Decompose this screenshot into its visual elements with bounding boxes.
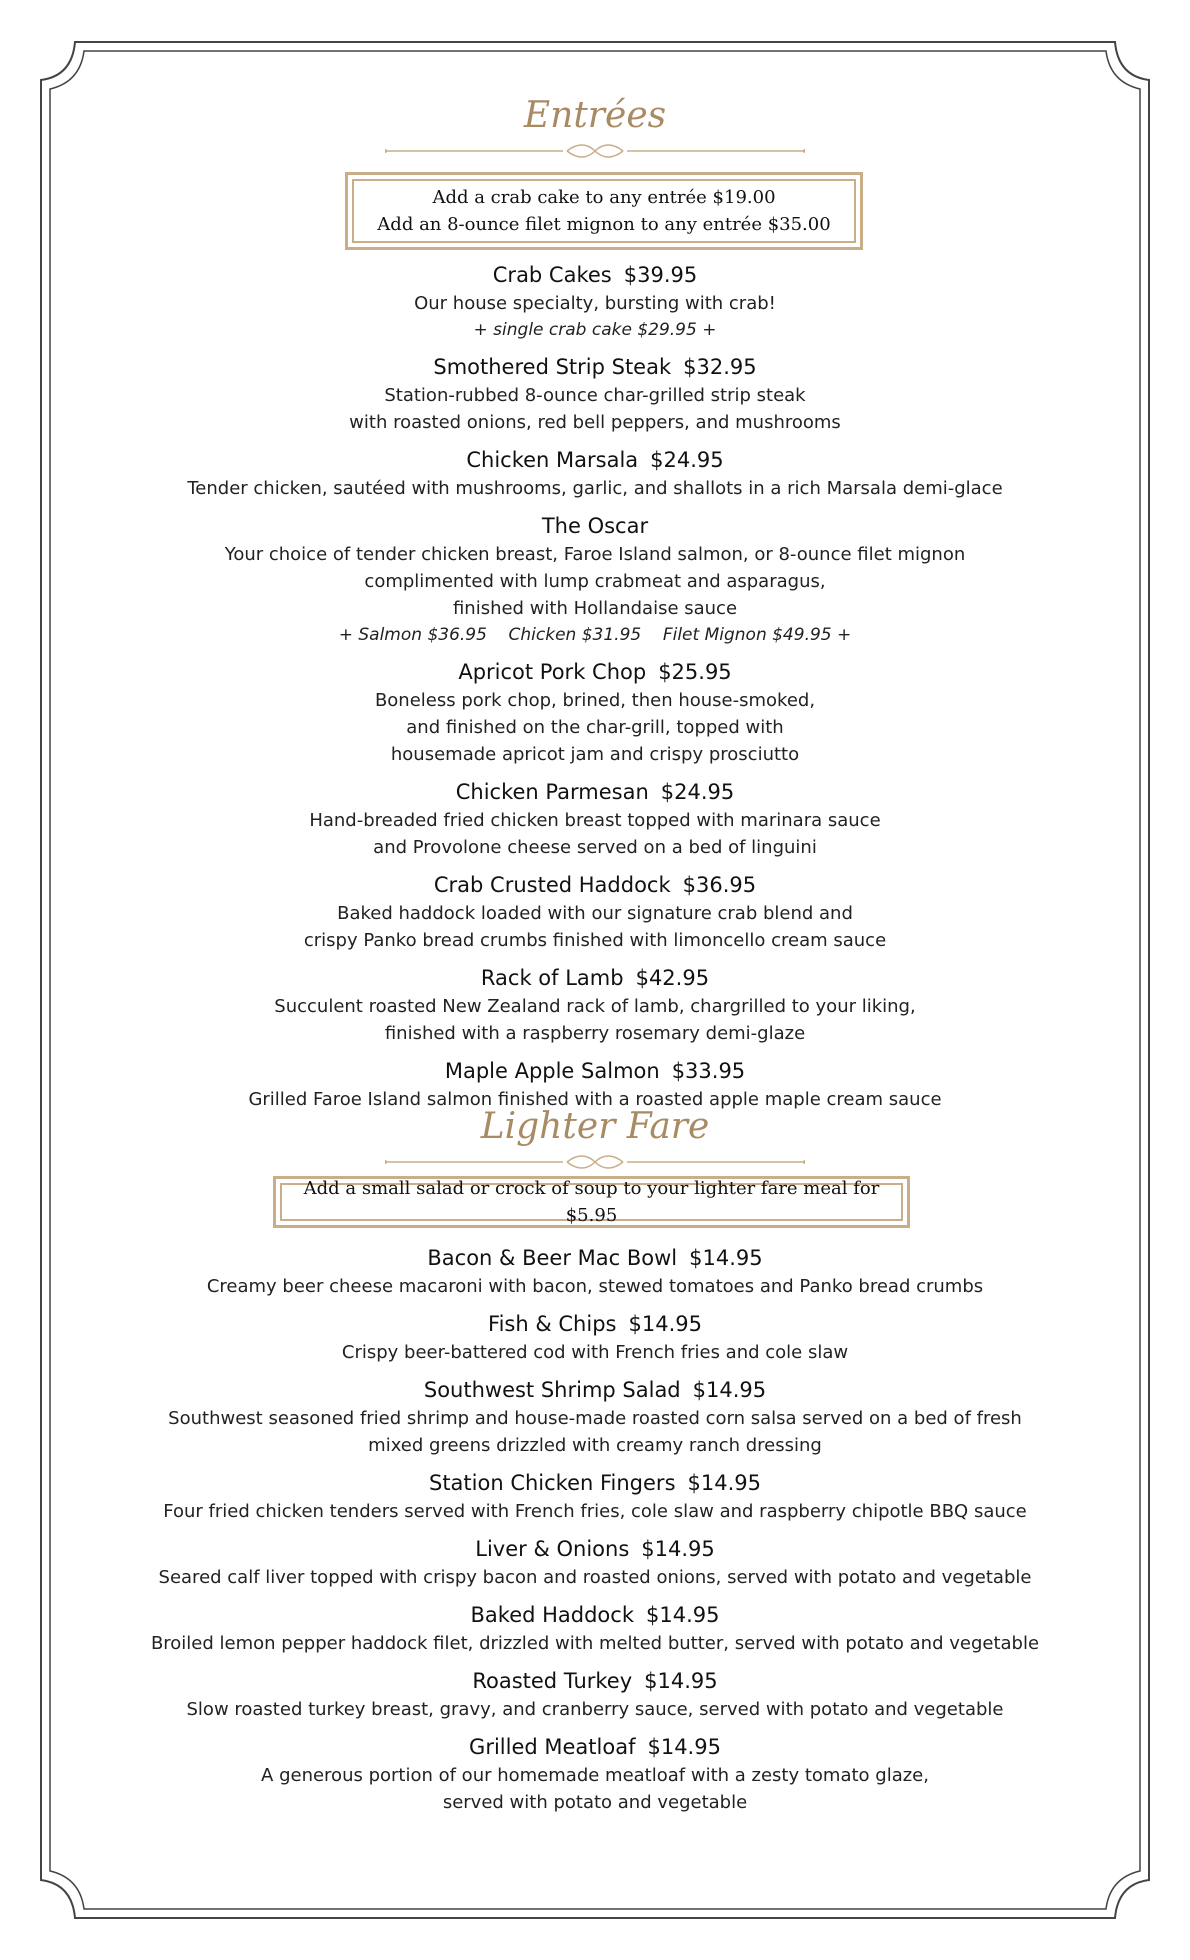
item-name: Rack of Lamb	[480, 966, 624, 990]
item-price: $14.95	[692, 1378, 767, 1402]
item-description: Grilled Faroe Island salmon finished with a roasted apple maple cream sauce	[248, 1089, 942, 1110]
lighter-fare-title: Lighter Fare	[480, 1106, 710, 1147]
item-price: $14.95	[628, 1312, 702, 1336]
menu-item	[0, 1534, 1190, 1591]
menu-item	[0, 963, 1190, 1047]
item-description: Crispy beer-battered cod with French fries and cole slaw	[341, 1342, 849, 1363]
item-price: $42.95	[635, 966, 710, 990]
item-name: The Oscar	[541, 514, 649, 538]
entrees-addon-line-1: Add a crab cake to any entrée $19.00	[432, 187, 776, 208]
item-price: $24.95	[660, 780, 735, 804]
menu-item	[0, 1666, 1190, 1723]
item-description: Our house specialty, bursting with crab!	[414, 293, 776, 314]
item-name: Southwest Shrimp Salad	[423, 1378, 681, 1402]
item-name: Liver & Onions	[475, 1537, 630, 1561]
menu-item	[0, 1468, 1190, 1525]
item-description: Slow roasted turkey breast, gravy, and cranberry sauce, served with potato and vegetable	[186, 1699, 1004, 1720]
item-name: Crab Crusted Haddock	[433, 873, 671, 897]
item-name: Apricot Pork Chop	[458, 660, 647, 684]
menu-item	[0, 1600, 1190, 1657]
item-description: and finished on the char-grill, topped with	[406, 717, 784, 738]
item-description: finished with Hollandaise sauce	[452, 598, 738, 619]
item-name: Baked Haddock	[470, 1603, 634, 1627]
menu-item	[0, 1309, 1190, 1366]
item-price: $32.95	[683, 355, 757, 379]
item-description: Creamy beer cheese macaroni with bacon, stewed tomatoes and Panko bread crumbs	[206, 1276, 984, 1297]
menu-item	[0, 445, 1190, 502]
item-name: Bacon & Beer Mac Bowl	[427, 1246, 678, 1270]
item-name: Chicken Parmesan	[455, 780, 649, 804]
item-description: finished with a raspberry rosemary demi-glaze	[384, 1023, 806, 1044]
menu-item	[0, 870, 1190, 954]
item-description: Boneless pork chop, brined, then house-smoked,	[374, 690, 816, 711]
item-description: Seared calf liver topped with crispy bacon and roasted onions, served with potato and vegetable	[158, 1567, 1032, 1588]
entrees-divider-ornament	[385, 142, 805, 160]
item-description: Broiled lemon pepper haddock filet, drizzled with melted butter, served with potato and vegetable	[150, 1633, 1040, 1654]
entrees-addon-note	[345, 172, 863, 250]
item-price: $14.95	[646, 1603, 720, 1627]
item-price: $14.95	[687, 1471, 761, 1495]
item-name: Maple Apple Salmon	[444, 1059, 660, 1083]
item-description: Hand-breaded fried chicken breast topped with marinara sauce	[309, 810, 881, 831]
item-description: Tender chicken, sautéed with mushrooms, garlic, and shallots in a rich Marsala demi-glace	[187, 478, 1003, 499]
menu-item	[0, 1732, 1190, 1816]
menu-item	[0, 777, 1190, 861]
menu-item	[0, 1243, 1190, 1300]
menu-item	[0, 511, 1190, 648]
item-price: $25.95	[658, 660, 732, 684]
item-description: Succulent roasted New Zealand rack of lamb, chargrilled to your liking,	[274, 996, 916, 1017]
item-price: $14.95	[647, 1735, 721, 1759]
item-description: served with potato and vegetable	[442, 1792, 748, 1813]
lighter-fare-addon-line: Add a small salad or crock of soup to your lighter fare meal for $5.95	[303, 1178, 880, 1226]
item-option-price: + single crab cake $29.95 +	[473, 320, 717, 340]
item-description: Baked haddock loaded with our signature crab blend and	[337, 903, 853, 924]
item-description: with roasted onions, red bell peppers, and mushrooms	[349, 412, 841, 433]
menu-item	[0, 352, 1190, 436]
item-description: Southwest seasoned fried shrimp and house-made roasted corn salsa served on a bed of fresh	[168, 1408, 1022, 1429]
item-price: $39.95	[623, 263, 698, 287]
lighter-fare-addon-note	[273, 1176, 910, 1228]
entrees-list	[0, 260, 1190, 1113]
item-price: $24.95	[650, 448, 724, 472]
item-name: Crab Cakes	[492, 263, 612, 287]
item-name: Roasted Turkey	[472, 1669, 633, 1693]
item-name: Smothered Strip Steak	[433, 355, 672, 379]
item-description: housemade apricot jam and crispy prosciutto	[390, 744, 800, 765]
item-description: crispy Panko bread crumbs finished with limoncello cream sauce	[303, 930, 887, 951]
item-price: $36.95	[682, 873, 757, 897]
menu-item	[0, 260, 1190, 343]
item-name: Station Chicken Fingers	[428, 1471, 676, 1495]
item-description: Station-rubbed 8-ounce char-grilled strip steak	[384, 385, 806, 406]
lighter-fare-list	[0, 1243, 1190, 1816]
menu-item	[0, 657, 1190, 768]
item-name: Grilled Meatloaf	[469, 1735, 636, 1759]
item-option-price: + Salmon $36.95 Chicken $31.95 Filet Mignon $49.95 +	[338, 625, 852, 645]
item-price: $14.95	[689, 1246, 763, 1270]
item-name: Chicken Marsala	[466, 448, 639, 472]
item-description: Four fried chicken tenders served with French fries, cole slaw and raspberry chipotle BBQ sauce	[163, 1501, 1027, 1522]
item-description: mixed greens drizzled with creamy ranch dressing	[368, 1435, 822, 1456]
item-price: $33.95	[671, 1059, 746, 1083]
lighter-fare-divider-ornament	[385, 1153, 805, 1171]
item-price: $14.95	[644, 1669, 718, 1693]
entrees-title: Entrées	[523, 95, 667, 136]
item-description: complimented with lump crabmeat and asparagus,	[364, 571, 826, 592]
menu-item	[0, 1375, 1190, 1459]
item-price: $14.95	[641, 1537, 715, 1561]
item-description: Your choice of tender chicken breast, Faroe Island salmon, or 8-ounce filet mignon	[224, 544, 966, 565]
item-description: A generous portion of our homemade meatloaf with a zesty tomato glaze,	[261, 1765, 929, 1786]
item-name: Fish & Chips	[488, 1312, 617, 1336]
entrees-addon-line-2: Add an 8-ounce filet mignon to any entrée $35.00	[377, 214, 831, 235]
item-description: and Provolone cheese served on a bed of linguini	[373, 837, 817, 858]
